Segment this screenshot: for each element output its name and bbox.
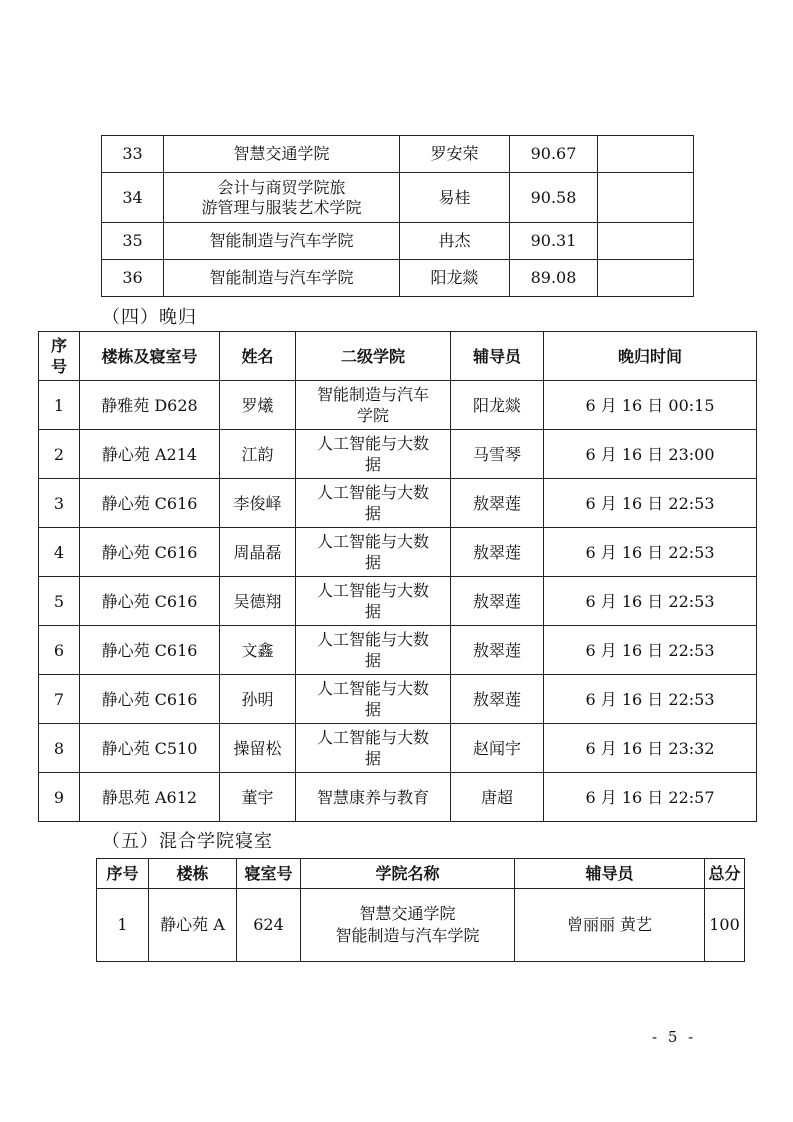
cell-name <box>220 675 296 724</box>
cell-name <box>220 724 296 773</box>
cell-college <box>301 889 515 962</box>
ranking-row <box>102 173 694 223</box>
cell-no-text: 1 <box>53 395 65 415</box>
cell-counselor <box>451 479 544 528</box>
mixed-dorm-table-body <box>97 889 745 962</box>
cell-room-text: 624 <box>253 915 284 934</box>
cell-score-text: 90.31 <box>530 231 577 250</box>
cell-no <box>102 136 164 173</box>
cell-no-text: 34 <box>122 187 143 207</box>
cell-score-text: 89.08 <box>530 268 577 287</box>
cell-college-text: 智慧交通学院 智能制造与汽车学院 <box>335 904 480 945</box>
cell-no <box>102 260 164 297</box>
header-no: 序 号 <box>39 332 80 381</box>
cell-name <box>220 430 296 479</box>
cell-college <box>296 528 451 577</box>
cell-counselor-text: 敖翠莲 <box>472 689 521 709</box>
cell-no <box>39 430 80 479</box>
cell-counselor-text: 曾丽丽 黄艺 <box>566 915 653 934</box>
late-return-row <box>39 724 757 773</box>
header-building: 楼栋 <box>149 859 237 889</box>
cell-name <box>220 528 296 577</box>
cell-college-text: 人工智能与大数 据 <box>316 581 429 621</box>
cell-name-text: 李俊峄 <box>233 493 282 513</box>
header-name: 姓名 <box>220 332 296 381</box>
cell-no-text: 8 <box>53 738 65 758</box>
header-college-name: 学院名称 <box>301 859 515 889</box>
section-heading-mixed-dorm: （五）混合学院寝室 <box>102 831 273 852</box>
cell-dorm <box>80 528 220 577</box>
cell-name-text: 文鑫 <box>241 640 274 660</box>
cell-name <box>220 577 296 626</box>
cell-no <box>39 626 80 675</box>
cell-dorm <box>80 626 220 675</box>
mixed-dorm-header-row <box>97 859 745 889</box>
cell-time-text: 6 月 16 日 22:53 <box>585 493 715 513</box>
mixed-dorm-table <box>96 858 745 962</box>
cell-dorm-text: 静心苑 C510 <box>101 738 198 758</box>
cell-extra <box>598 173 694 223</box>
cell-college <box>164 223 400 260</box>
cell-counselor <box>451 724 544 773</box>
cell-dorm-text: 静雅苑 D628 <box>101 395 198 415</box>
cell-dorm-text: 静心苑 A214 <box>101 444 198 464</box>
cell-dorm-text: 静思苑 A612 <box>101 787 198 807</box>
late-return-row <box>39 773 757 822</box>
ranking-row <box>102 223 694 260</box>
cell-time-text: 6 月 16 日 22:57 <box>585 787 715 807</box>
cell-counselor <box>400 136 510 173</box>
cell-time <box>544 773 757 822</box>
ranking-table <box>101 135 694 297</box>
late-return-row <box>39 479 757 528</box>
mixed-dorm-row <box>97 889 745 962</box>
cell-time-text: 6 月 16 日 23:00 <box>585 444 715 464</box>
cell-time-text: 6 月 16 日 23:32 <box>585 738 715 758</box>
cell-time-text: 6 月 16 日 22:53 <box>585 689 715 709</box>
ranking-row <box>102 136 694 173</box>
cell-no-text: 33 <box>122 144 143 163</box>
cell-counselor-text: 阳龙燚 <box>430 268 479 287</box>
cell-no-text: 5 <box>53 591 65 611</box>
cell-name <box>220 381 296 430</box>
cell-score <box>510 260 598 297</box>
cell-time <box>544 675 757 724</box>
cell-building <box>149 889 237 962</box>
cell-name-text: 吴德翔 <box>233 591 282 611</box>
cell-counselor-text: 冉杰 <box>438 231 471 250</box>
cell-no <box>39 479 80 528</box>
late-return-row <box>39 626 757 675</box>
header-counselor: 辅导员 <box>515 859 705 889</box>
header-dorm: 楼栋及寝室号 <box>80 332 220 381</box>
cell-name <box>220 773 296 822</box>
cell-no-text: 2 <box>53 444 65 464</box>
cell-no-text: 35 <box>122 231 143 250</box>
cell-dorm-text: 静心苑 C616 <box>101 689 198 709</box>
late-return-row <box>39 430 757 479</box>
late-return-row <box>39 381 757 430</box>
cell-no <box>39 528 80 577</box>
header-counselor: 辅导员 <box>451 332 544 381</box>
cell-college <box>296 773 451 822</box>
cell-no-text: 9 <box>53 787 65 807</box>
cell-extra <box>598 136 694 173</box>
cell-name-text: 周晶磊 <box>233 542 282 562</box>
header-total: 总分 <box>705 859 745 889</box>
cell-time-text: 6 月 16 日 22:53 <box>585 542 715 562</box>
cell-name-text: 孙明 <box>241 689 274 709</box>
cell-dorm <box>80 381 220 430</box>
cell-name <box>220 626 296 675</box>
cell-counselor-text: 马雪琴 <box>472 444 521 464</box>
late-return-header-row <box>39 332 757 381</box>
late-return-row <box>39 577 757 626</box>
section-heading-late-return: （四）晚归 <box>102 307 197 328</box>
cell-no-text: 4 <box>53 542 65 562</box>
late-return-row <box>39 675 757 724</box>
page-number: - 5 - <box>652 1028 697 1046</box>
cell-dorm <box>80 675 220 724</box>
cell-total <box>705 889 745 962</box>
header-time: 晚归时间 <box>544 332 757 381</box>
cell-college <box>296 430 451 479</box>
cell-time <box>544 528 757 577</box>
cell-counselor-text: 赵闻宇 <box>472 738 521 758</box>
late-return-table <box>38 331 757 822</box>
cell-college <box>296 675 451 724</box>
cell-dorm-text: 静心苑 C616 <box>101 493 198 513</box>
cell-counselor <box>400 223 510 260</box>
cell-score-text: 90.58 <box>530 187 577 207</box>
cell-no <box>97 889 149 962</box>
cell-counselor-text: 敖翠莲 <box>472 493 521 513</box>
cell-no-text: 7 <box>53 689 65 709</box>
cell-college-text: 人工智能与大数 据 <box>316 630 429 670</box>
cell-extra <box>598 223 694 260</box>
cell-counselor-text: 易桂 <box>438 187 471 207</box>
late-return-row <box>39 528 757 577</box>
cell-counselor <box>451 577 544 626</box>
cell-college <box>164 136 400 173</box>
cell-counselor-text: 阳龙燚 <box>472 395 521 415</box>
cell-building-text: 静心苑 A <box>160 915 225 934</box>
cell-time <box>544 430 757 479</box>
cell-college-text: 人工智能与大数 据 <box>316 532 429 572</box>
cell-no-text: 3 <box>53 493 65 513</box>
cell-dorm <box>80 430 220 479</box>
cell-no <box>102 223 164 260</box>
cell-counselor <box>451 675 544 724</box>
cell-name-text: 罗爔 <box>241 395 274 415</box>
cell-counselor <box>451 626 544 675</box>
cell-college <box>296 626 451 675</box>
cell-time-text: 6 月 16 日 22:53 <box>585 591 715 611</box>
ranking-table-body <box>102 136 694 297</box>
cell-college <box>164 173 400 223</box>
cell-no-text: 36 <box>122 268 143 287</box>
cell-no <box>39 773 80 822</box>
cell-no <box>39 381 80 430</box>
cell-score <box>510 173 598 223</box>
cell-dorm-text: 静心苑 C616 <box>101 591 198 611</box>
cell-time <box>544 626 757 675</box>
cell-room <box>237 889 301 962</box>
cell-college-text: 智慧康养与教育 <box>316 787 429 807</box>
cell-score <box>510 136 598 173</box>
cell-college-text: 会计与商贸学院旅 游管理与服装艺术学院 <box>201 177 362 217</box>
cell-counselor <box>515 889 705 962</box>
cell-counselor-text: 敖翠莲 <box>472 591 521 611</box>
cell-name-text: 江韵 <box>241 444 274 464</box>
cell-score-text: 90.67 <box>530 144 577 163</box>
cell-college-text: 智能制造与汽车 学院 <box>316 385 429 425</box>
cell-dorm-text: 静心苑 C616 <box>101 640 198 660</box>
cell-dorm <box>80 773 220 822</box>
cell-extra <box>598 260 694 297</box>
cell-time <box>544 577 757 626</box>
cell-score <box>510 223 598 260</box>
cell-time <box>544 724 757 773</box>
cell-counselor-text: 唐超 <box>480 787 513 807</box>
cell-dorm <box>80 479 220 528</box>
cell-time-text: 6 月 16 日 22:53 <box>585 640 715 660</box>
cell-college-text: 人工智能与大数 据 <box>316 728 429 768</box>
cell-time <box>544 479 757 528</box>
cell-counselor-text: 罗安荣 <box>430 144 479 163</box>
cell-counselor-text: 敖翠莲 <box>472 640 521 660</box>
ranking-row <box>102 260 694 297</box>
cell-counselor <box>400 260 510 297</box>
cell-dorm <box>80 577 220 626</box>
cell-college-text: 智能制造与汽车学院 <box>209 268 354 287</box>
cell-college <box>296 577 451 626</box>
cell-total-text: 100 <box>709 915 740 934</box>
cell-no-text: 1 <box>117 915 128 934</box>
cell-college <box>296 724 451 773</box>
cell-counselor <box>451 773 544 822</box>
cell-counselor <box>400 173 510 223</box>
cell-college-text: 人工智能与大数 据 <box>316 679 429 719</box>
cell-dorm <box>80 724 220 773</box>
cell-college-text: 智能制造与汽车学院 <box>209 231 354 250</box>
cell-college <box>164 260 400 297</box>
cell-college-text: 人工智能与大数 据 <box>316 434 429 474</box>
cell-counselor <box>451 528 544 577</box>
late-return-table-body <box>39 381 757 822</box>
header-college: 二级学院 <box>296 332 451 381</box>
cell-no <box>39 675 80 724</box>
cell-college-text: 智慧交通学院 <box>233 144 330 163</box>
cell-no <box>39 577 80 626</box>
header-room: 寝室号 <box>237 859 301 889</box>
cell-dorm-text: 静心苑 C616 <box>101 542 198 562</box>
cell-no <box>102 173 164 223</box>
cell-college <box>296 479 451 528</box>
cell-time-text: 6 月 16 日 00:15 <box>585 395 715 415</box>
cell-counselor-text: 敖翠莲 <box>472 542 521 562</box>
cell-name-text: 董宇 <box>241 787 274 807</box>
cell-time <box>544 381 757 430</box>
cell-college-text: 人工智能与大数 据 <box>316 483 429 523</box>
cell-counselor <box>451 430 544 479</box>
cell-name <box>220 479 296 528</box>
header-no: 序号 <box>97 859 149 889</box>
cell-name-text: 操留松 <box>233 738 282 758</box>
cell-college <box>296 381 451 430</box>
cell-no <box>39 724 80 773</box>
cell-counselor <box>451 381 544 430</box>
cell-no-text: 6 <box>53 640 65 660</box>
